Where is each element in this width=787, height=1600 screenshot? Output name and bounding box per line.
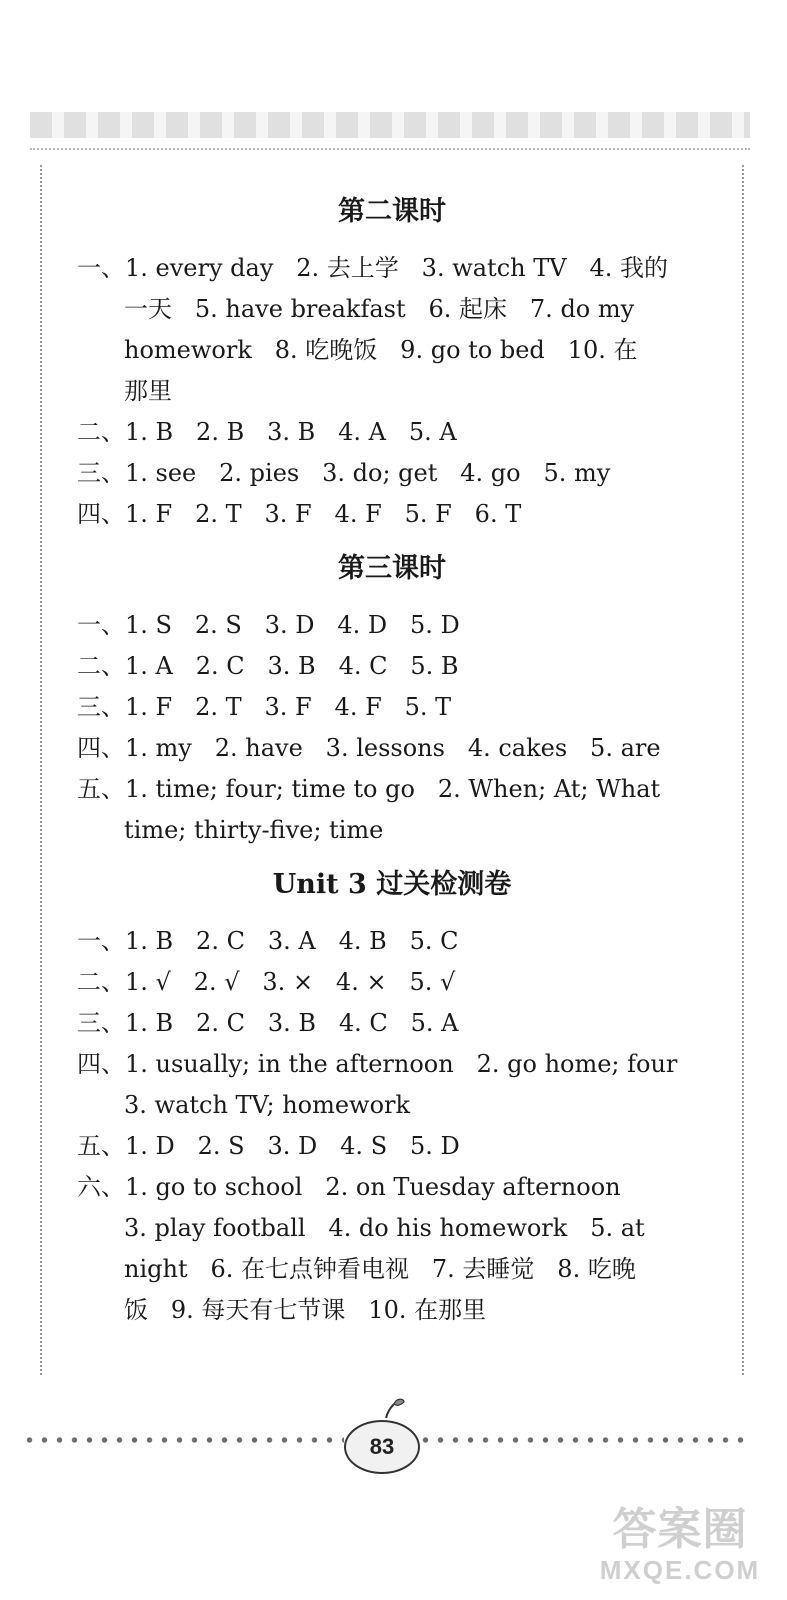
answer-line: homework 8. 吃晚饭 9. go to bed 10. 在: [124, 336, 638, 364]
answer-line: 三、1. F 2. T 3. F 4. F 5. T: [77, 693, 452, 721]
answer-line: 三、1. B 2. C 3. B 4. C 5. A: [77, 1009, 459, 1037]
answer-line: 3. watch TV; homework: [124, 1091, 411, 1119]
section-title: Unit 3 过关检测卷: [272, 869, 512, 900]
answer-line: 五、1. D 2. S 3. D 4. S 5. D: [77, 1132, 460, 1160]
answer-line: 一、1. B 2. C 3. A 4. B 5. C: [77, 927, 459, 955]
header-dotted-rule: [30, 148, 750, 150]
watermark-cn: 答案圈: [612, 1505, 748, 1554]
answer-line: 四、1. F 2. T 3. F 4. F 5. F 6. T: [77, 500, 522, 528]
footer-dots-right: [418, 1434, 748, 1446]
answer-line: 五、1. time; four; time to go 2. When; At; What: [77, 775, 661, 803]
answer-line: 二、1. √ 2. √ 3. × 4. × 5. √: [77, 968, 456, 996]
answer-line: 那里: [124, 377, 172, 405]
answer-line: 一、1. S 2. S 3. D 4. D 5. D: [77, 611, 460, 639]
header-decor-band: [30, 112, 750, 138]
answer-line: 3. play football 4. do his homework 5. at: [124, 1214, 645, 1242]
footer-dots-left: [22, 1434, 344, 1446]
watermark-en: MXQE.COM: [599, 1555, 761, 1585]
apple-leaf-icon: [382, 1396, 406, 1420]
answer-line: 二、1. B 2. B 3. B 4. A 5. A: [77, 418, 457, 446]
section-title: 第三课时: [338, 553, 446, 584]
answer-line: 四、1. my 2. have 3. lessons 4. cakes 5. are: [77, 734, 661, 762]
answer-line: 饭 9. 每天有七节课 10. 在那里: [124, 1296, 487, 1324]
answer-content: [77, 178, 707, 1331]
right-dotted-border: [742, 165, 744, 1375]
answer-line: 一、1. every day 2. 去上学 3. watch TV 4. 我的: [77, 254, 668, 282]
answer-line: 一天 5. have breakfast 6. 起床 7. do my: [124, 295, 635, 323]
answer-line: 二、1. A 2. C 3. B 4. C 5. B: [77, 652, 459, 680]
section-title: 第二课时: [338, 196, 446, 227]
answer-line: 四、1. usually; in the afternoon 2. go home; four: [77, 1050, 678, 1078]
left-dotted-border: [40, 165, 42, 1375]
answer-line: time; thirty-five; time: [124, 816, 384, 844]
page-number: 83: [344, 1420, 420, 1474]
answer-line: 六、1. go to school 2. on Tuesday afternoon: [77, 1173, 621, 1201]
answer-line: night 6. 在七点钟看电视 7. 去睡觉 8. 吃晚: [124, 1255, 636, 1283]
answer-line: 三、1. see 2. pies 3. do; get 4. go 5. my: [77, 459, 611, 487]
watermark: [585, 1505, 775, 1585]
